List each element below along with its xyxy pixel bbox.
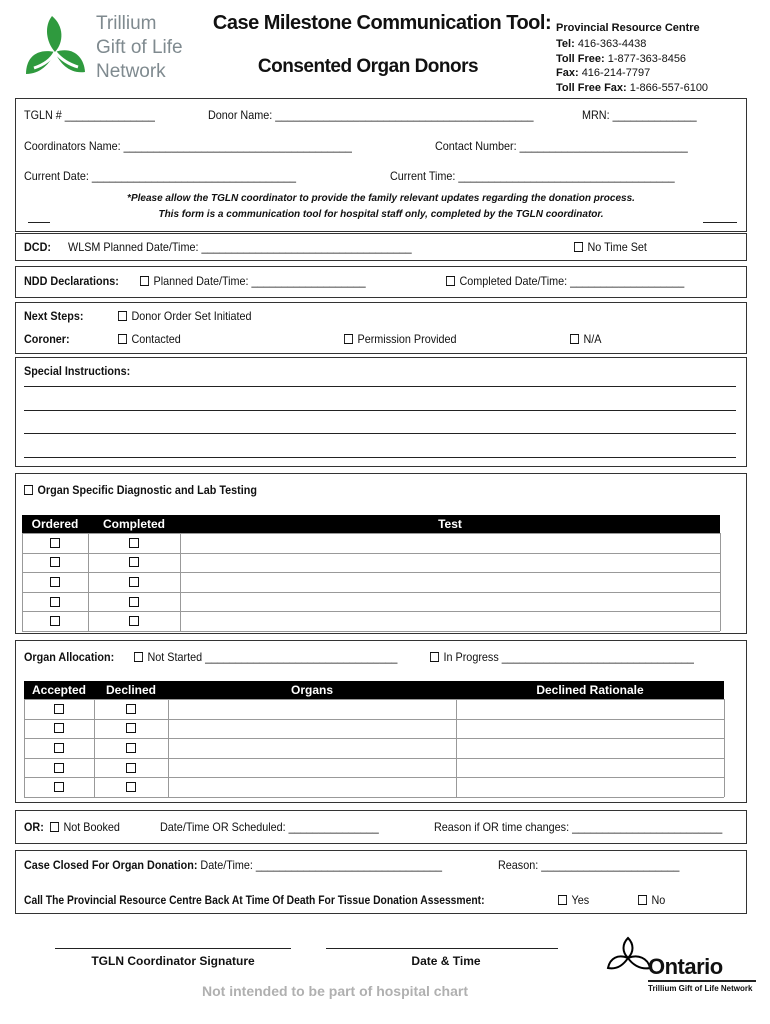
testing-second-checkbox[interactable] [129,616,139,626]
testing-header-ordered: Ordered [22,515,88,533]
notice-line-1: *Please allow the TGLN coordinator to provide the family relevant updates regarding the donation process. [127,193,635,204]
coordinators-name-field[interactable]: Coordinators Name: ______________________________________ [24,139,352,153]
logo-line-2: Gift of Life [96,37,183,58]
no-checkbox[interactable] [638,895,647,905]
allocation-col-line [168,699,169,797]
signature-label: TGLN Coordinator Signature [91,954,255,968]
ontario-logo [604,934,760,994]
testing-entry-cell[interactable] [182,612,719,630]
donor-name-field[interactable]: Donor Name: ___________________________________________ [208,108,534,122]
allocation-first-checkbox[interactable] [54,763,64,773]
allocation-header-rationale: Declined Rationale [456,681,724,699]
no-time-set-checkbox[interactable] [574,242,583,252]
testing-first-checkbox[interactable] [50,557,60,567]
prc-contacts [556,37,708,95]
testing-row-line [22,631,720,632]
notice-underline-left [28,222,50,223]
logo-line-3: Network [96,61,166,82]
ndd-planned-checkbox[interactable] [140,276,149,286]
case-closed-label: Case Closed For Organ Donation: [24,858,198,872]
testing-first-checkbox[interactable] [50,616,60,626]
ndd-label: NDD Declarations: [24,274,119,288]
allocation-col-line [724,699,725,797]
allocation-in-progress-option[interactable] [430,650,694,664]
coroner-permission-checkbox[interactable] [344,334,353,344]
allocation-second-checkbox[interactable] [126,782,136,792]
wlsm-planned-field[interactable]: WLSM Planned Date/Time: ___________________________________ [68,240,412,254]
fax-value: 416-214-7797 [581,67,651,79]
testing-col-line [720,533,721,631]
donor-order-set-checkbox[interactable] [118,311,127,321]
date-time-label: Date & Time [411,954,481,968]
allocation-entry-cell[interactable] [170,739,723,757]
allocation-second-checkbox[interactable] [126,723,136,733]
coroner-contacted-checkbox[interactable] [118,334,127,344]
or-reason-field[interactable]: Reason if OR time changes: _________________________ [434,820,723,834]
allocation-second-checkbox[interactable] [126,763,136,773]
tollfree-fax-value: 1-866-557-6100 [629,81,709,94]
current-date-field[interactable]: Current Date: __________________________________ [24,169,297,183]
prc-title: Provincial Resource Centre [556,22,700,34]
testing-second-checkbox[interactable] [129,557,139,567]
testing-checkbox[interactable] [24,485,33,495]
signature-line[interactable] [55,948,291,949]
no-time-set-option[interactable] [574,240,647,254]
coroner-na-checkbox[interactable] [570,334,579,344]
tel-value: 416-363-4438 [577,38,647,50]
form-title-line-1: Case Milestone Communication Tool: [212,12,552,34]
fax-label: Fax: [556,67,579,79]
allocation-entry-cell[interactable] [170,778,723,796]
ndd-planned-option[interactable] [140,274,366,288]
or-not-booked-option[interactable] [50,820,120,834]
call-back-no-option[interactable] [638,893,665,907]
contact-number-field[interactable]: Contact Number: ____________________________ [435,139,688,153]
allocation-col-line [94,699,95,797]
coroner-permission-label: Permission Provided [357,332,457,346]
allocation-header-organs: Organs [168,681,456,699]
testing-title: Organ Specific Diagnostic and Lab Testing [37,483,257,497]
special-line-4[interactable] [24,457,736,458]
testing-second-checkbox[interactable] [129,577,139,587]
ndd-completed-label: Completed Date/Time: ___________________ [459,274,685,288]
allocation-entry-cell[interactable] [170,720,723,738]
or-scheduled-field[interactable]: Date/Time OR Scheduled: _______________ [160,820,379,834]
date-time-line[interactable] [326,948,558,949]
yes-checkbox[interactable] [558,895,567,905]
coroner-contacted-label: Contacted [131,332,181,346]
testing-title-option[interactable] [24,483,257,497]
trillium-icon [22,12,88,82]
special-line-2[interactable] [24,410,736,411]
donor-order-set-label: Donor Order Set Initiated [131,309,252,323]
testing-entry-cell[interactable] [182,554,719,572]
no-time-set-label: No Time Set [587,240,647,254]
ndd-completed-option[interactable] [446,274,684,288]
coroner-permission-option[interactable] [344,332,457,346]
in-progress-checkbox[interactable] [430,652,439,662]
allocation-col-line [24,699,25,797]
case-closed-datetime-field[interactable]: Date/Time: _______________________________ [200,858,443,872]
testing-second-checkbox[interactable] [129,597,139,607]
not-started-checkbox[interactable] [134,652,143,662]
testing-col-line [88,533,89,631]
ndd-planned-label: Planned Date/Time: ___________________ [153,274,366,288]
allocation-second-checkbox[interactable] [126,704,136,714]
notice-line-2: This form is a communication tool for hospital staff only, completed by the TGLN coordinator. [158,209,604,220]
coroner-na-option[interactable] [570,332,602,346]
case-closed-reason-field[interactable]: Reason: _______________________ [498,858,680,872]
special-line-1[interactable] [24,386,736,387]
yes-label: Yes [571,893,590,907]
ontario-subtitle: Trillium Gift of Life Network [648,984,753,993]
allocation-entry-cell[interactable] [170,700,723,718]
allocation-label: Organ Allocation: [24,650,115,664]
allocation-first-checkbox[interactable] [54,743,64,753]
call-back-yes-option[interactable] [558,893,589,907]
ontario-trillium-icon [606,936,652,976]
donor-order-set-option[interactable] [118,309,252,323]
logo-line-1: Trillium [96,13,157,34]
allocation-header-declined: Declined [94,681,168,699]
testing-first-checkbox[interactable] [50,538,60,548]
form-title-line-2: Consented Organ Donors [257,56,479,77]
allocation-first-checkbox[interactable] [54,723,64,733]
allocation-entry-cell[interactable] [170,759,723,777]
or-label: OR: [24,820,44,834]
coroner-contacted-option[interactable] [118,332,181,346]
allocation-header-accepted: Accepted [24,681,94,699]
current-time-field[interactable]: Current Time: ____________________________________ [390,169,675,183]
ontario-rule [648,980,756,982]
testing-entry-cell[interactable] [182,593,719,611]
testing-header-test: Test [180,515,720,533]
allocation-not-started-option[interactable] [134,650,397,664]
testing-second-checkbox[interactable] [129,538,139,548]
not-started-label: Not Started ________________________________ [147,650,398,664]
testing-entry-cell[interactable] [182,534,719,552]
call-back-label: Call The Provincial Resource Centre Back At Time Of Death For Tissue Donation Assessment: [24,893,485,907]
in-progress-label: In Progress ________________________________ [443,650,694,664]
coroner-na-label: N/A [583,332,602,346]
disclaimer: Not intended to be part of hospital chart [202,983,468,999]
case-closed-row [24,858,442,872]
mrn-field[interactable]: MRN: ______________ [582,108,697,122]
allocation-second-checkbox[interactable] [126,743,136,753]
tgln-logo [22,10,202,90]
ontario-wordmark: Ontario [648,954,723,979]
testing-header-completed: Completed [88,515,180,533]
notice-underline-right [703,222,737,223]
allocation-first-checkbox[interactable] [54,782,64,792]
not-booked-label: Not Booked [63,820,120,834]
allocation-first-checkbox[interactable] [54,704,64,714]
tollfree-fax-label: Toll Free Fax: [556,81,627,94]
tollfree-label: Toll Free: [556,52,605,65]
dcd-label: DCD: [24,240,51,254]
tel-label: Tel: [556,38,575,50]
coroner-label: Coroner: [24,332,70,346]
testing-first-checkbox[interactable] [50,577,60,587]
testing-col-line [22,533,23,631]
tollfree-value: 1-877-363-8456 [607,52,687,65]
testing-first-checkbox[interactable] [50,597,60,607]
testing-col-line [180,533,181,631]
allocation-row-line [24,797,724,798]
tgln-number-field[interactable]: TGLN # _______________ [24,108,155,122]
special-instructions-label: Special Instructions: [24,364,131,378]
not-booked-checkbox[interactable] [50,822,59,832]
ndd-completed-checkbox[interactable] [446,276,455,286]
special-line-3[interactable] [24,433,736,434]
no-label: No [651,893,666,907]
next-steps-label: Next Steps: [24,309,84,323]
testing-entry-cell[interactable] [182,573,719,591]
